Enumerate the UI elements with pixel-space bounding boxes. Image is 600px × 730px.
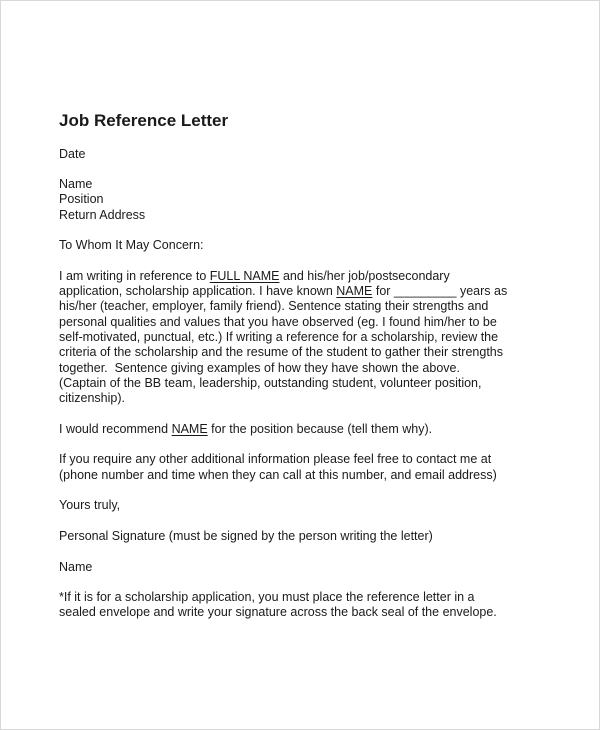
text-segment: Name (59, 177, 93, 192)
text-segment: and his/her job/postsecondary (279, 268, 450, 283)
text-segment: If you require any other additional information please feel free to contact me at (59, 452, 492, 467)
text-segment: I am writing in reference to (59, 268, 210, 283)
body-paragraph-contact (59, 452, 579, 483)
text-segment: (phone number and time when they can call at this number, and email address) (59, 467, 497, 482)
text-segment: citizenship). (59, 391, 125, 406)
letter-title: Job Reference Letter (59, 111, 229, 130)
salutation: To Whom It May Concern: (59, 238, 204, 253)
text-segment: together. Sentence giving examples of how they have shown the above. (59, 360, 460, 375)
underlined-placeholder: FULL NAME (209, 268, 280, 283)
text-segment: criteria of the scholarship and the resume of the student to gather their strengths (59, 345, 504, 360)
underlined-placeholder: NAME (171, 421, 208, 436)
body-paragraph-intro (59, 269, 579, 407)
signature-line: Personal Signature (must be signed by the person writing the letter) (59, 528, 433, 543)
text-segment: (Captain of the BB team, leadership, outstanding student, volunteer position, (59, 375, 482, 390)
signer-name: Name (59, 559, 93, 574)
text-segment: *If it is for a scholarship application, you must place the reference letter in a (59, 590, 475, 605)
text-segment: Return Address (59, 207, 146, 222)
text-segment: Position (59, 192, 104, 207)
text-segment: for the position because (tell them why). (207, 421, 433, 436)
text-segment: his/her (teacher, employer, family friend). Sentence stating their strengths and (59, 299, 489, 314)
text-segment: sealed envelope and write your signature across the back seal of the envelope. (59, 605, 497, 620)
text-segment: personal qualities and values that you have observed (eg. I found him/her to be (59, 314, 497, 329)
text-segment: for _________ years as (372, 284, 508, 299)
date-placeholder: Date (59, 146, 86, 161)
text-segment: self-motivated, punctual, etc.) If writing a reference for a scholarship, review the (59, 330, 499, 345)
text-segment: application, scholarship application. I have known (59, 284, 337, 299)
closing: Yours truly, (59, 498, 121, 513)
scholarship-footnote (59, 590, 579, 621)
underlined-placeholder: NAME (336, 284, 373, 299)
sender-address-block (59, 177, 579, 223)
text-segment: I would recommend (59, 421, 172, 436)
body-paragraph-recommendation (59, 422, 579, 437)
